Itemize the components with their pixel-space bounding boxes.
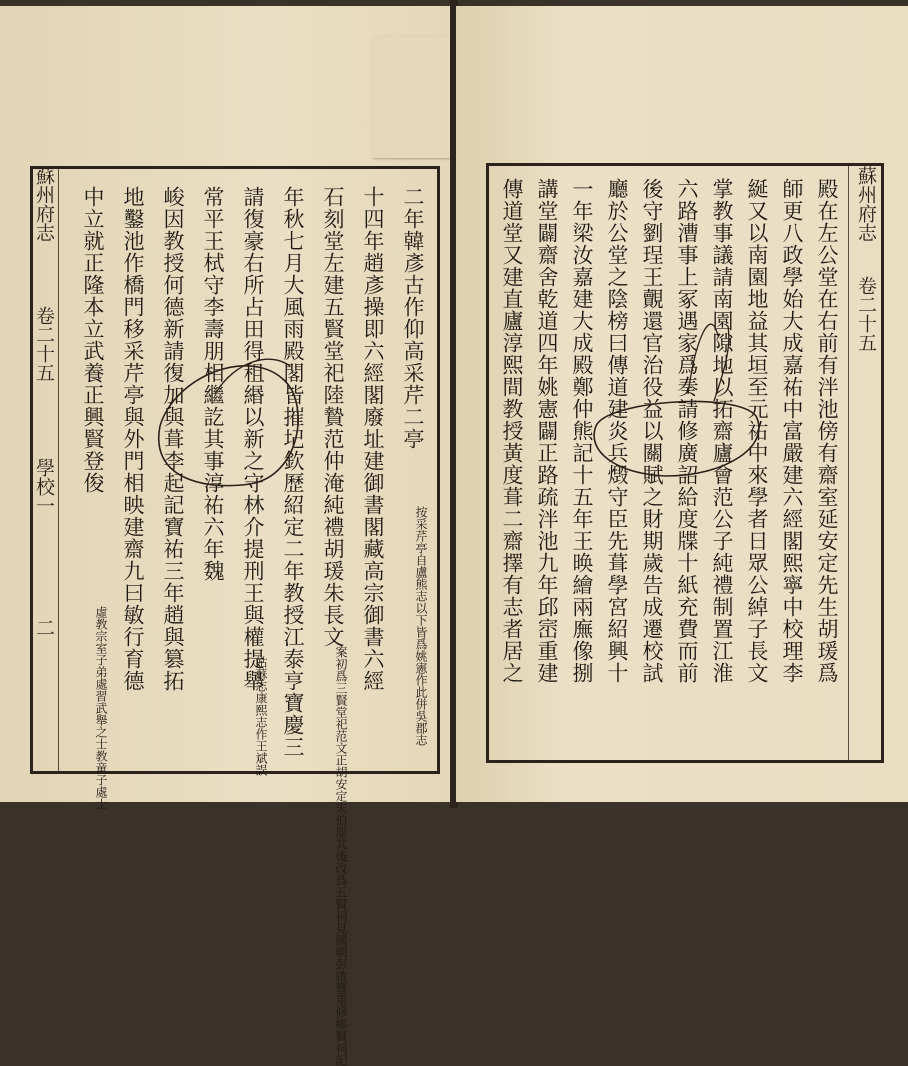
text-column: 常平王栻守李壽朋相繼訖其事淳祐六年魏 [201,186,225,582]
annotation-column: 按采芹亭自盧熊志以下皆爲姚憲作此併吳郡志 [414,506,428,746]
text-column: 後守劉珵王覿還官治役益以關賦之財期歲告成遷校試 [640,178,664,684]
margin-title-right: 蘇州府志 [855,166,877,242]
text-column: 峻因教授何德新請復加與葺李起記寶祐三年趙與篡拓 [161,186,185,692]
text-column: 六路漕事上冢遇家爲奏請修廣詔給度牒十紙充費而前 [675,178,699,684]
margin-section: 學校一 [33,458,55,515]
paper-slip [372,36,450,158]
text-column: 掌教事議請南園隙地以拓齋廬會范公子純禮制置江淮 [710,178,734,684]
annotation-column: 案初爲三賢堂祀范文正胡安定朱伯原其後改爲五賢祠見國朝彭啟豐重修鄉賢祠記 [334,646,348,1066]
right-page [456,6,908,802]
margin-page-number: 二 [33,618,55,637]
text-column: 綖又以南園地益其垣至元祐中來學者日眾公綽子長文 [745,178,769,684]
text-column: 廳於公堂之陰榜曰傳道建炎兵燬守臣先葺學宮紹興十 [605,178,629,684]
text-column: 一年梁汝嘉建大成殿鄭仲熊記十五年王㬇繪兩廡像捌 [570,178,594,684]
margin-rule [848,166,849,760]
text-column: 請復豪右所占田得租緡以新之守林介提刑王與權提舉 [241,186,265,692]
text-column: 講堂闢齋舍乾道四年姚憲闢正路疏泮池九年邱崈重建 [535,178,559,684]
annotation-column: 虛教宗室子弟處習武舉之士教童子處士 [94,606,108,810]
margin-volume-left: 卷二十五 [33,306,55,382]
text-column: 地鑿池作橋門移采芹亭與外門相映建齋九曰敏行育德 [121,186,145,692]
margin-rule [58,169,59,771]
text-column: 二年韓彥古作仰高采芹二亭 [401,186,425,450]
text-column: 十四年趙彥操即六經閣廢址建御書閣藏高宗御書六經 [361,186,385,692]
annotation-column: 姑蘇志康熙志作王斌誤 [254,656,268,776]
text-column: 石刻堂左建五賢堂祀陸贄范仲淹純禮胡瑗朱長文 [321,186,345,648]
text-column: 師更八政學始大成嘉祐中富嚴建六經閣熙寧中校理李 [780,178,804,684]
text-column: 中立就正隆本立武養正興賢登俊 [81,186,105,494]
margin-title-left: 蘇州府志 [33,166,55,242]
text-column: 傳道堂又建直廬淳熙間教授黃度葺二齋擇有志者居之 [500,178,524,684]
text-column: 殿在左公堂在右前有泮池傍有齋室延安定先生胡瑗爲 [815,178,839,684]
margin-volume-right: 卷二十五 [855,276,877,352]
left-page [0,6,452,1066]
text-column: 年秋七月大風雨殿閣皆摧圮欽歷紹定二年教授江泰亨寶慶三 [281,186,305,758]
